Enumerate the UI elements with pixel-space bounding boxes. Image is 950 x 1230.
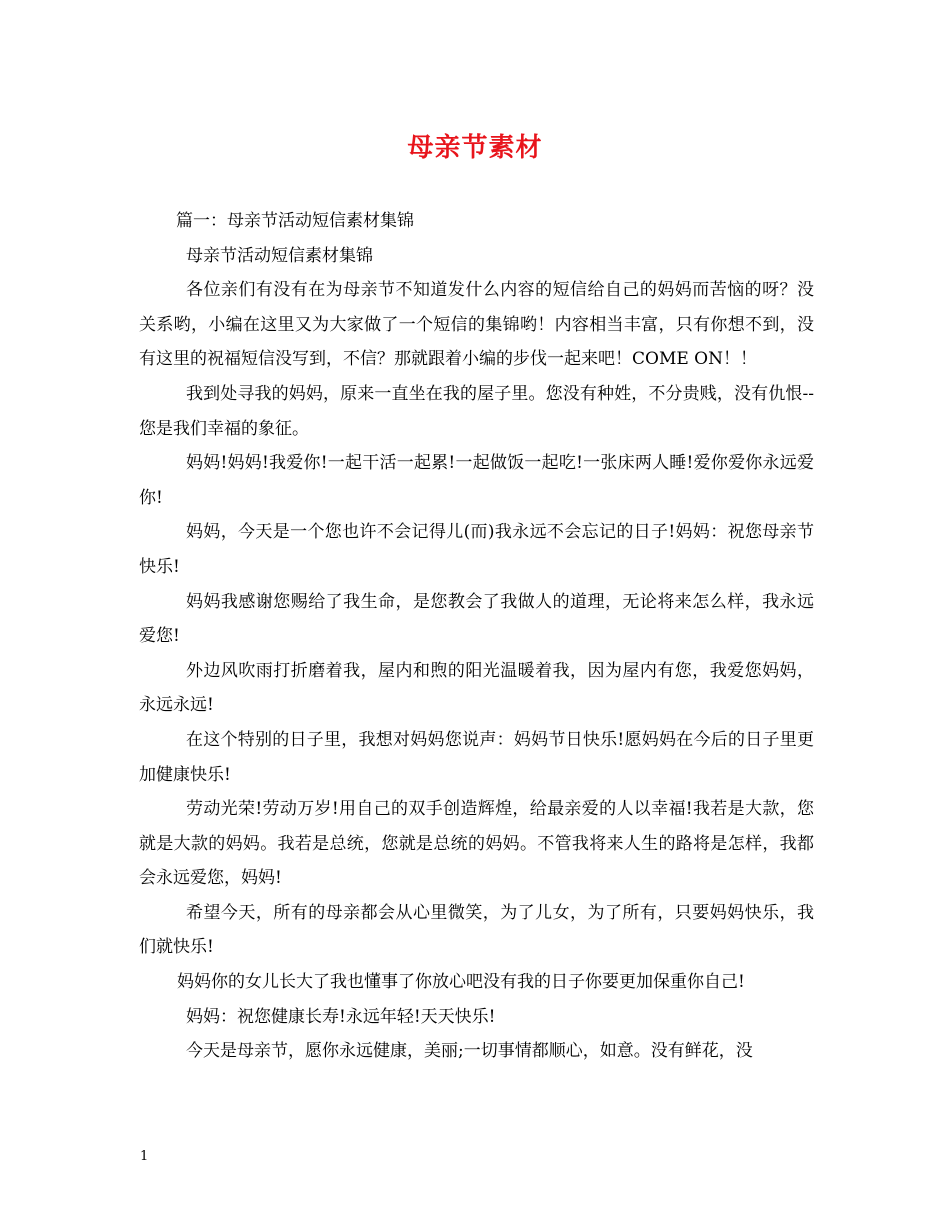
section-heading: 篇一：母亲节活动短信素材集锦	[176, 211, 414, 231]
paragraph: 妈妈我感谢您赐给了我生命，是您教会了我做人的道理，无论将来怎么样，我永远爱您!	[139, 591, 814, 647]
page-number: 1	[140, 1149, 149, 1164]
paragraph: 妈妈：祝您健康长寿!永远年轻!天天快乐!	[186, 1006, 496, 1027]
paragraph: 妈妈，今天是一个您也许不会记得儿(而)我永远不会忘记的日子!妈妈：祝您母亲节快乐!	[139, 522, 814, 577]
paragraph: 妈妈你的女儿长大了我也懂事了你放心吧没有我的日子你要更加保重你自己!	[177, 972, 745, 993]
paragraph: 妈妈!妈妈!我爱你!一起干活一起累!一起做饭一起吃!一张床两人睡!爱你爱你永远爱你!	[139, 453, 814, 508]
paragraph: 在这个特别的日子里，我想对妈妈您说声：妈妈节日快乐!愿妈妈在今后的日子里更加健康快乐!	[139, 729, 814, 785]
paragraph: 各位亲们有没有在为母亲节不知道发什么内容的短信给自己的妈妈而苦恼的呀？没关系哟，小编在这里又为大家做了一个短信的集锦哟！内容相当丰富，只有你想不到，没有这里的祝福短信没写到，不信？那就跟着小编的步伐一起来吧！COME ON！！	[139, 280, 814, 370]
paragraph: 希望今天，所有的母亲都会从心里微笑，为了儿女，为了所有，只要妈妈快乐，我们就快乐!	[139, 902, 814, 958]
paragraph: 我到处寻我的妈妈，原来一直坐在我的屋子里。您没有种姓，不分贵贱，没有仇恨--您是我们幸福的象征。	[139, 383, 814, 439]
paragraph: 劳动光荣!劳动万岁!用自己的双手创造辉煌，给最亲爱的人以幸福!我若是大款，您就是大款的妈妈。我若是总统，您就是总统的妈妈。不管我将来人生的路将是怎样，我都会永远爱您，妈妈!	[139, 799, 814, 889]
page-title: 母亲节素材	[407, 133, 543, 163]
document-body	[139, 204, 814, 1069]
paragraph: 外边风吹雨打折磨着我，屋内和煦的阳光温暖着我，因为屋内有您，我爱您妈妈，永远永远!	[139, 660, 814, 716]
section-subheading: 母亲节活动短信素材集锦	[186, 245, 373, 266]
paragraph: 今天是母亲节，愿你永远健康，美丽;一切事情都顺心，如意。没有鲜花，没	[186, 1041, 753, 1062]
